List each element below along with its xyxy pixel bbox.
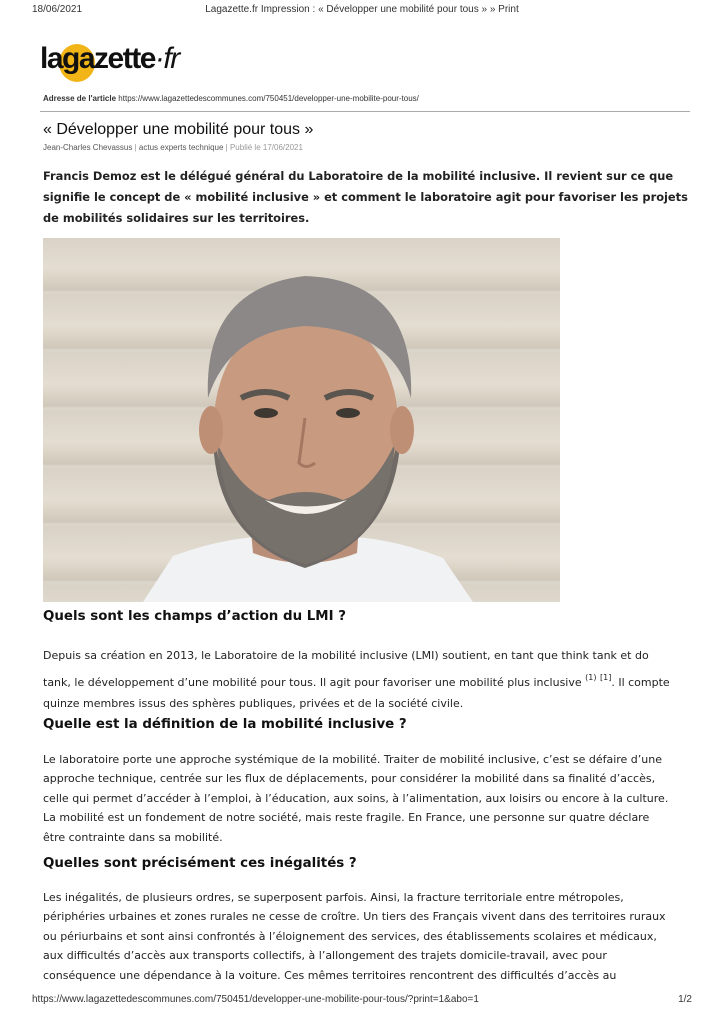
portrait-photo (43, 238, 560, 602)
section-heading: Quelle est la définition de la mobilité inclusive ? (43, 717, 407, 732)
article-category[interactable]: actus experts technique (138, 143, 224, 152)
paragraph-line: aux difficultés d’accès aux transports collectifs, à l’allongement des trajets domicile-travail, avec pour (43, 949, 607, 963)
section-paragraph (43, 750, 695, 847)
article-published-date: Publié le 17/06/2021 (229, 143, 303, 152)
portrait-illustration (43, 238, 560, 602)
lead-line: de mobilités solidaires sur les territoires. (43, 211, 310, 225)
paragraph-line: celle qui permet d’accéder à l’emploi, à l’éducation, aux soins, à l’alimentation, aux loisirs ou encore à la culture. (43, 791, 669, 805)
lead-line: signifie le concept de « mobilité inclusive » et comment le laboratoire agit pour favoriser les projets (43, 190, 688, 204)
paragraph-line: approche technique, centrée sur les flux de déplacements, pour considérer la mobilité dans sa finalité d’accès, (43, 772, 656, 786)
paragraph-line: Le laboratoire porte une approche systémique de la mobilité. Traiter de mobilité inclusive, c’est se défaire d’une (43, 753, 662, 766)
page-number: 1/2 (678, 994, 692, 1005)
article-lead (43, 166, 693, 229)
paragraph-line: La mobilité est un fondement de notre société, mais reste fragile. En France, une personne sur quatre déclare (43, 811, 650, 825)
la-gazette-logo[interactable] (40, 40, 200, 88)
paragraph-line: quinze membres issus des sphères publiques, privées et de la société civile. (43, 697, 464, 710)
paragraph-line: être contrainte dans sa mobilité. (43, 830, 223, 844)
footnote-link[interactable]: [1] (600, 673, 612, 682)
footnote-ref: (1) (585, 673, 597, 682)
paragraph-line: Les inégalités, de plusieurs ordres, se superposent parfois. Ainsi, la fracture territoriale entre métropoles, (43, 891, 624, 904)
print-date: 18/06/2021 (32, 4, 83, 15)
paragraph-line: périphéries urbaines et zones rurales ne cesse de croître. Un tiers des Français vivent dans des territoires ruraux (43, 910, 666, 924)
section-heading: Quels sont les champs d’action du LMI ? (43, 609, 347, 624)
section-paragraph (43, 888, 695, 985)
header-divider (40, 111, 690, 112)
article-title: « Développer une mobilité pour tous » (43, 121, 314, 138)
logo-gazette: gazette (62, 42, 155, 75)
logo-la: la (40, 42, 63, 75)
paragraph-line: conséquence une dépendance à la voiture. Ces mêmes territoires rencontrent des difficultés d’accès au (43, 968, 617, 982)
address-url[interactable]: https://www.lagazettedescommunes.com/750451/developper-une-mobilite-pour-tous/ (118, 94, 419, 103)
address-label: Adresse de l'article (43, 94, 117, 103)
paragraph-line: Depuis sa création en 2013, le Laboratoire de la mobilité inclusive (LMI) soutient, en tant que think tank et do (43, 649, 649, 662)
section-heading: Quelles sont précisément ces inégalités ? (43, 856, 357, 871)
article-address (43, 94, 419, 103)
article-meta: Jean-Charles Chevassus | actus experts technique | Publié le 17/06/2021 (43, 143, 303, 152)
section-paragraph (43, 642, 695, 717)
paragraph-line: ou périurbains et sont ainsi confrontés à l’éloignement des services, des établissements scolaires et médicaux, (43, 929, 657, 943)
print-window-title: Lagazette.fr Impression : « Développer une mobilité pour tous » » Print (205, 4, 519, 15)
paragraph-line: tank, le développement d’une mobilité pour tous. Il agit pour favoriser une mobilité plus inclusive $^{(1)}$ [1]. Il compte (43, 673, 670, 689)
lead-line: Francis Demoz est le délégué général du Laboratoire de la mobilité inclusive. Il revient sur ce que (43, 169, 674, 183)
print-header (0, 4, 724, 18)
logo-fr: ·fr (154, 42, 179, 75)
article-author[interactable]: Jean-Charles Chevassus (43, 143, 133, 152)
footer-url: https://www.lagazettedescommunes.com/750451/developper-une-mobilite-pour-tous/?print=1&abo=1 (32, 994, 479, 1005)
